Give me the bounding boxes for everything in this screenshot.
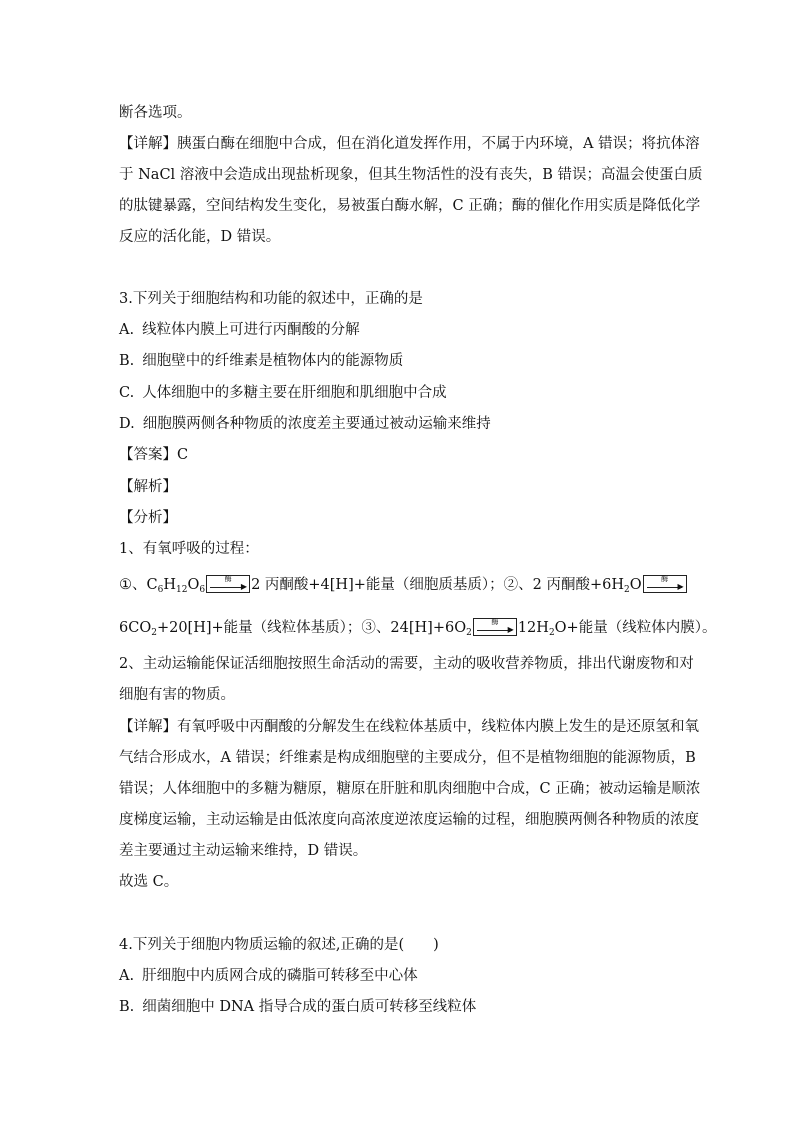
- detail-line: 度梯度运输，主动运输是由低浓度向高浓度逆浓度运输的过程，细胞膜两侧各种物质的浓度: [119, 812, 699, 828]
- eq-text: 6CO: [119, 620, 152, 636]
- eq-text: ①、C: [119, 577, 158, 593]
- enzyme-arrow-icon: 酶 ▶: [206, 575, 250, 593]
- option-text: 线粒体内膜上可进行丙酮酸的分解: [142, 322, 360, 338]
- detail-line: 【详解】有氧呼吸中丙酮酸的分解发生在线粒体基质中，线粒体内膜上发生的是还原氢和氧: [119, 719, 699, 735]
- question-4-stem: 4.下列关于细胞内物质运输的叙述,正确的是( ): [119, 937, 439, 953]
- detail-line: 于 NaCl 溶液中会造成出现盐析现象，但其生物活性的没有丧失，B 错误；高温会使蛋白质: [119, 167, 703, 183]
- detail-line: 的肽键暴露，空间结构发生变化，易被蛋白酶水解，C 正确；酶的催化作用实质是降低化学: [119, 198, 701, 214]
- option-text: 细菌细胞中 DNA 指导合成的蛋白质可转移至线粒体: [142, 999, 477, 1015]
- option-b: [119, 998, 476, 1016]
- detail-line: 错误；人体细胞中的多糖为糖原，糖原在肝脏和肌肉细胞中合成，C 正确；被动运输是顺浓: [119, 781, 701, 797]
- option-letter: C.: [119, 385, 135, 401]
- enzyme-label: 酶: [661, 575, 669, 583]
- option-letter: D.: [119, 416, 135, 432]
- subscript: 2: [548, 628, 555, 638]
- eq-text: 12H: [517, 620, 549, 636]
- option-letter: B.: [119, 999, 135, 1015]
- subscript: 6: [157, 585, 164, 595]
- enzyme-label: 酶: [224, 575, 232, 583]
- option-a: [119, 967, 418, 985]
- option-a: [119, 321, 360, 339]
- option-letter: B.: [119, 353, 135, 369]
- enzyme-label: 酶: [491, 618, 499, 626]
- option-c: [119, 384, 447, 402]
- conclusion: 故选 C。: [119, 874, 179, 890]
- option-text: 细胞膜两侧各种物质的浓度差主要通过被动运输来维持: [142, 416, 491, 432]
- subscript: 2: [466, 628, 472, 638]
- point-2-line: 细胞有害的物质。: [119, 687, 235, 703]
- subscript: 6: [199, 585, 206, 595]
- eq-text: O+能量（线粒体内膜）。: [554, 620, 717, 636]
- analysis-label: 【解析】: [119, 479, 177, 495]
- option-letter: A.: [119, 968, 135, 984]
- point-2-line: 2、主动运输能保证活细胞按照生命活动的需要，主动的吸收营养物质，排出代谢废物和对: [119, 656, 694, 672]
- option-text: 细胞壁中的纤维素是植物体内的能源物质: [142, 353, 404, 369]
- option-b: [119, 352, 403, 370]
- option-d: [119, 415, 491, 433]
- enzyme-arrow-icon: 酶 ▶: [473, 618, 517, 636]
- detail-line: 【详解】胰蛋白酶在细胞中合成，但在消化道发挥作用，不属于内环境，A 错误；将抗体溶: [119, 136, 700, 152]
- question-3-stem: 3.下列关于细胞结构和功能的叙述中，正确的是: [119, 291, 423, 307]
- subscript: 2: [151, 628, 157, 638]
- equation-line-1: [119, 575, 688, 594]
- paragraph-line: 断各选项。: [119, 105, 192, 121]
- detail-line: 反应的活化能，D 错误。: [119, 229, 281, 245]
- eq-text: 2 丙酮酸+4[H]+能量（细胞质基质）；②、2 丙酮酸+6H: [251, 577, 624, 593]
- option-text: 人体细胞中的多糖主要在肝细胞和肌细胞中合成: [142, 385, 447, 401]
- option-text: 肝细胞中内质网合成的磷脂可转移至中心体: [142, 968, 418, 984]
- answer-label: 【答案】C: [119, 447, 189, 463]
- detail-line: 气结合形成水，A 错误；纤维素是构成细胞壁的主要成分，但不是植物细胞的能源物质，B: [119, 750, 696, 766]
- option-letter: A.: [119, 322, 135, 338]
- eq-text: O: [187, 577, 200, 593]
- detail-line: 差主要通过主动运输来维持，D 错误。: [119, 843, 368, 859]
- enzyme-arrow-icon: 酶 ▶: [643, 575, 687, 593]
- subscript: 2: [623, 585, 630, 595]
- subscript: 12: [175, 585, 188, 595]
- point-1: 1、有氧呼吸的过程：: [119, 541, 259, 557]
- eq-text: O: [629, 577, 642, 593]
- equation-line-2: [119, 618, 716, 637]
- eq-text: +20[H]+能量（线粒体基质）；③、24[H]+6O: [156, 620, 467, 636]
- eq-text: H: [163, 577, 176, 593]
- analysis-sub-label: 【分析】: [119, 510, 177, 526]
